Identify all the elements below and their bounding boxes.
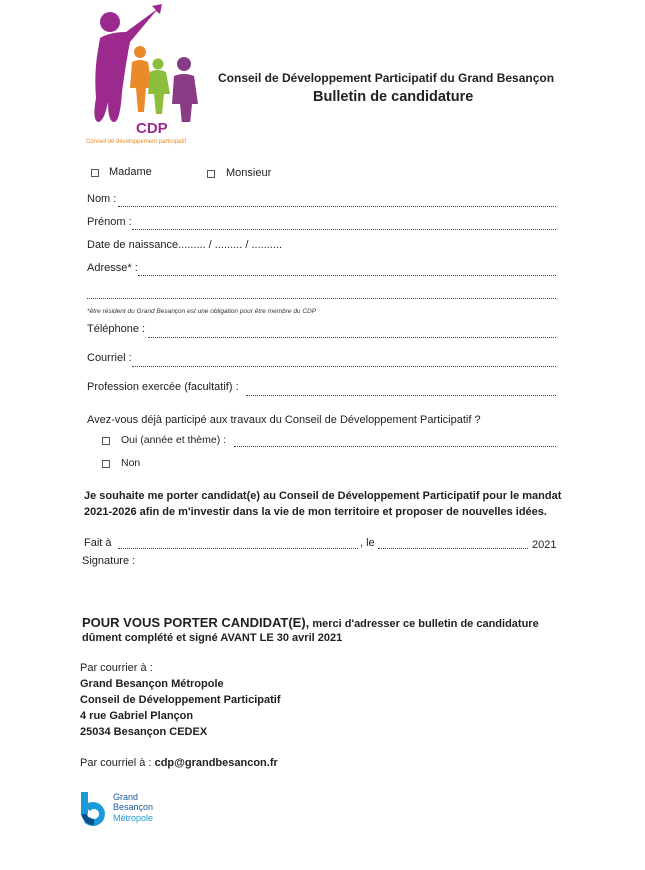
prenom-label: Prénom :	[87, 216, 132, 228]
cdp-figures-icon	[86, 2, 206, 122]
fait-label: Fait à	[84, 537, 112, 549]
telephone-label: Téléphone :	[87, 323, 146, 335]
adresse-label: Adresse* :	[87, 262, 138, 274]
instructions-line2: dûment complété et signé AVANT LE 30 avril 2021	[82, 632, 343, 644]
instructions-rest: merci d'adresser ce bulletin de candidature	[309, 618, 539, 630]
date-field[interactable]	[378, 548, 528, 549]
mail-line-2: Conseil de Développement Participatif	[80, 694, 281, 706]
mail-line-3: 4 rue Gabriel Plançon	[80, 710, 194, 722]
profession-label: Profession exercée (facultatif) :	[87, 381, 239, 393]
participation-question: Avez-vous déjà participé aux travaux du Conseil de Développement Participatif ?	[87, 414, 481, 426]
monsieur-label: Monsieur	[226, 167, 272, 179]
header-org: Conseil de Développement Participatif du Grand Besançon	[218, 71, 555, 85]
oui-field[interactable]	[234, 446, 556, 447]
footer-logo-line2: Besançon	[113, 802, 154, 812]
oui-checkbox[interactable]	[102, 437, 110, 445]
fait-field[interactable]	[118, 548, 358, 549]
grand-besancon-logo	[80, 792, 180, 832]
le-label: , le	[360, 537, 375, 549]
madame-label: Madame	[109, 166, 152, 178]
nom-field[interactable]	[118, 206, 556, 207]
non-checkbox[interactable]	[102, 460, 110, 468]
signature-label: Signature :	[82, 555, 136, 567]
statement-line1: Je souhaite me porter candidat(e) au Conseil de Développement Participatif pour le mandat	[84, 490, 562, 502]
residence-note: *être résident du Grand Besançon est une obligation pour être membre du CDP	[87, 308, 317, 315]
mail-line-1: Grand Besançon Métropole	[80, 678, 224, 690]
oui-label: Oui (année et thème) :	[121, 434, 227, 446]
courriel-field[interactable]	[132, 366, 556, 367]
birthdate-field[interactable]: Date de naissance......... / ......... / ..........	[87, 239, 283, 251]
cdp-tagline: Conseil de développement participatif	[86, 139, 187, 145]
email-address[interactable]: cdp@grandbesancon.fr	[154, 757, 278, 769]
non-label: Non	[121, 457, 141, 469]
cdp-letters: CDP	[136, 120, 168, 137]
footer-logo-line1: Grand	[113, 792, 139, 802]
courriel-label: Courriel :	[87, 352, 132, 364]
adresse-field-line2[interactable]	[87, 298, 556, 299]
monsieur-checkbox[interactable]	[207, 170, 215, 178]
prenom-field[interactable]	[132, 229, 556, 230]
madame-checkbox[interactable]	[91, 169, 99, 177]
mail-label: Par courrier à :	[80, 662, 153, 674]
mail-line-4: 25034 Besançon CEDEX	[80, 726, 208, 738]
instructions-lead: POUR VOUS PORTER CANDIDAT(E),	[82, 615, 310, 630]
statement-line2: 2021-2026 afin de m'investir dans la vie de mon territoire et proposer de nouvelles idées.	[84, 506, 547, 518]
year-label: 2021	[532, 539, 557, 551]
nom-label: Nom :	[87, 193, 117, 205]
email-row	[80, 757, 278, 769]
cdp-logo	[86, 2, 206, 152]
email-label: Par courriel à :	[80, 757, 152, 769]
telephone-field[interactable]	[148, 337, 556, 338]
adresse-field-line1[interactable]	[138, 275, 556, 276]
b-logo-icon	[80, 792, 108, 826]
footer-logo-line3: Métropole	[113, 813, 154, 823]
instructions-line1	[82, 614, 539, 632]
page-title: Bulletin de candidature	[313, 89, 474, 105]
profession-field[interactable]	[246, 395, 556, 396]
